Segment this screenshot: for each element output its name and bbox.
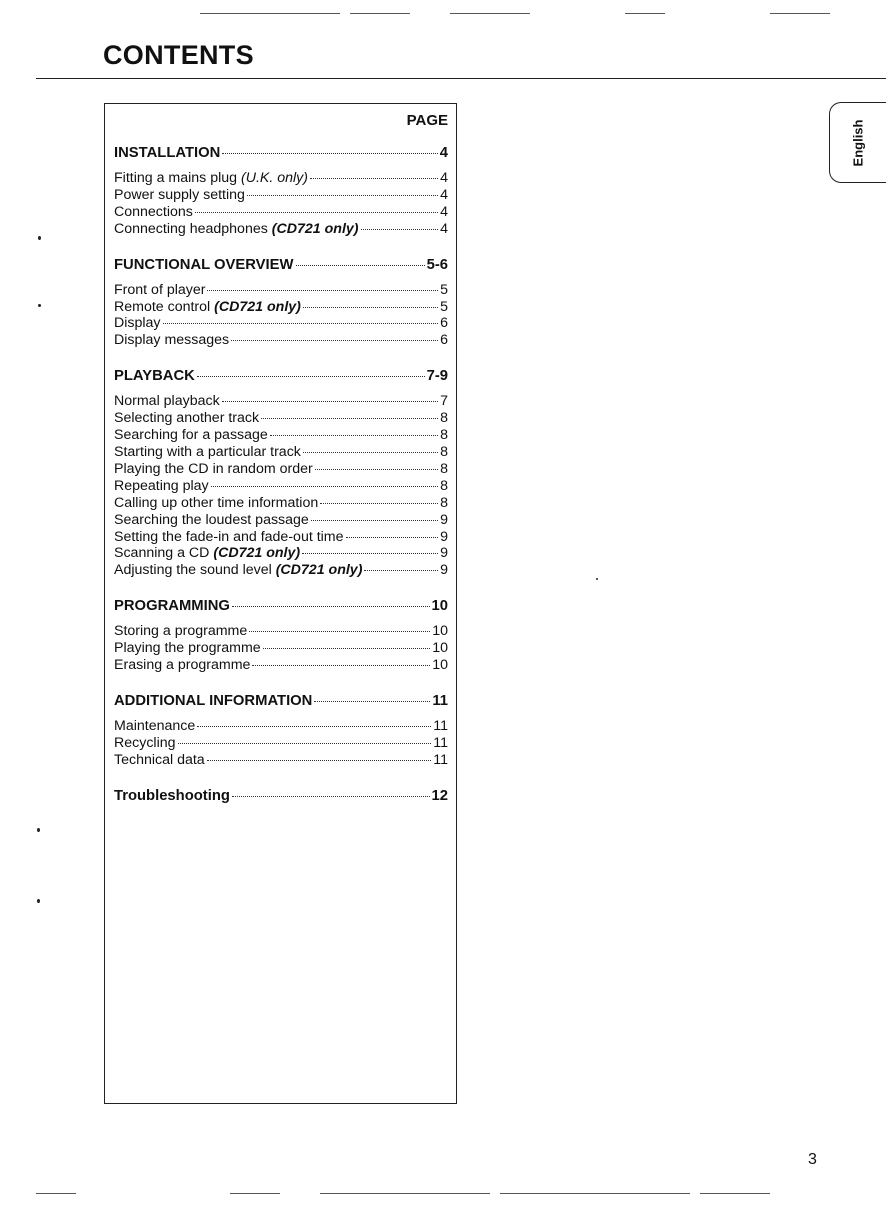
dot-leader — [303, 307, 438, 308]
entry-note: (CD721 only) — [275, 562, 363, 579]
section-page: 7-9 — [426, 368, 448, 385]
entry-note: (CD721 only) — [213, 545, 301, 562]
dot-leader — [361, 229, 439, 230]
dot-leader — [249, 631, 430, 632]
entry-title: Normal playback — [114, 393, 220, 410]
language-tab-label: English — [850, 119, 866, 166]
toc-entry — [114, 545, 448, 562]
entry-page: 7 — [440, 393, 448, 410]
entry-page: 9 — [440, 545, 448, 562]
entry-page: 8 — [440, 494, 448, 511]
entry-title: Calling up other time information — [114, 494, 319, 511]
scan-artifact — [36, 1193, 76, 1194]
scan-artifact — [200, 13, 340, 14]
toc-section — [114, 144, 448, 238]
section-page: 5-6 — [426, 256, 448, 273]
entry-title: Connections — [114, 203, 193, 220]
section-title: ADDITIONAL INFORMATION — [114, 692, 313, 709]
entry-note: (CD721 only) — [214, 298, 301, 315]
toc-entry — [114, 170, 448, 187]
entry-note: (CD721 only) — [271, 220, 359, 237]
entry-title: Front of player — [114, 281, 206, 298]
margin-mark — [38, 236, 41, 240]
toc-entry — [114, 204, 448, 221]
toc-entry — [114, 623, 448, 640]
dot-leader — [320, 503, 438, 504]
entry-page: 8 — [440, 477, 448, 494]
toc-entry — [114, 410, 448, 427]
dot-leader — [178, 743, 432, 744]
toc-entry — [114, 718, 448, 735]
dot-leader — [207, 290, 438, 291]
entry-title: Power supply setting — [114, 186, 245, 203]
entry-title: Remote control — [114, 298, 211, 315]
dot-leader — [302, 553, 438, 554]
toc-entry — [114, 562, 448, 579]
entry-page: 8 — [440, 443, 448, 460]
dot-leader — [207, 760, 432, 761]
entry-title: Storing a programme — [114, 623, 248, 640]
entry-page: 5 — [440, 298, 448, 315]
margin-mark — [38, 304, 41, 307]
dot-leader — [211, 486, 438, 487]
dot-leader — [303, 452, 438, 453]
margin-mark — [37, 899, 40, 903]
scan-artifact — [625, 13, 665, 14]
dot-leader — [310, 178, 438, 179]
toc-section — [114, 256, 448, 350]
section-page: 10 — [431, 598, 448, 615]
toc-entry — [114, 393, 448, 410]
entry-title: Recycling — [114, 734, 176, 751]
entry-page: 10 — [432, 623, 448, 640]
page-column-heading: PAGE — [406, 112, 448, 129]
entry-page: 11 — [433, 717, 448, 734]
toc-section-heading — [114, 367, 448, 385]
margin-mark — [596, 578, 598, 580]
entry-title: Fitting a mains plug — [114, 170, 238, 186]
dot-leader — [270, 435, 438, 436]
entry-page: 4 — [440, 170, 448, 186]
entry-title: Display messages — [114, 332, 230, 349]
entry-title: Searching the loudest passage — [114, 511, 309, 528]
dot-leader — [296, 265, 425, 266]
entry-note: (U.K. only) — [240, 170, 308, 186]
toc-entry — [114, 187, 448, 204]
entry-page: 8 — [440, 427, 448, 444]
scan-artifact — [500, 1193, 690, 1194]
dot-leader — [222, 401, 438, 402]
entry-title: Playing the CD in random order — [114, 460, 313, 477]
entry-page: 6 — [440, 332, 448, 349]
dot-leader — [231, 340, 438, 341]
dot-leader — [232, 606, 430, 607]
language-tab — [829, 102, 886, 183]
section-title: INSTALLATION — [114, 145, 221, 161]
dot-leader — [314, 701, 430, 702]
entry-page: 9 — [440, 528, 448, 545]
toc-entry — [114, 657, 448, 674]
section-page: 11 — [432, 692, 448, 709]
toc-entry — [114, 512, 448, 529]
entry-title: Connecting headphones — [114, 220, 268, 237]
scan-artifact — [320, 1193, 490, 1194]
toc-entry — [114, 529, 448, 546]
entry-page: 4 — [440, 203, 448, 220]
page-number: 3 — [808, 1151, 817, 1168]
scan-artifact — [700, 1193, 770, 1194]
entry-title: Scanning a CD — [114, 545, 210, 562]
entry-page: 9 — [440, 511, 448, 528]
dot-leader — [263, 648, 431, 649]
section-page: 4 — [439, 145, 448, 161]
dot-leader — [195, 212, 438, 213]
toc-section-heading — [114, 692, 448, 710]
entry-title: Setting the fade-in and fade-out time — [114, 528, 344, 545]
entry-title: Adjusting the sound level — [114, 562, 272, 579]
dot-leader — [232, 796, 430, 797]
dot-leader — [197, 376, 425, 377]
entry-page: 5 — [440, 281, 448, 298]
dot-leader — [315, 469, 438, 470]
toc-entry — [114, 495, 448, 512]
toc-section — [114, 597, 448, 674]
entry-page: 8 — [440, 410, 448, 427]
dot-leader — [197, 726, 431, 727]
dot-leader — [247, 195, 438, 196]
toc-entry — [114, 640, 448, 657]
toc-section-heading — [114, 144, 448, 162]
toc-section-heading — [114, 787, 448, 805]
section-page: 12 — [431, 787, 448, 804]
entry-title: Searching for a passage — [114, 427, 268, 444]
entry-title: Repeating play — [114, 477, 209, 494]
toc-entry — [114, 461, 448, 478]
toc-entry — [114, 315, 448, 332]
scan-artifact — [350, 13, 410, 14]
toc-section-heading — [114, 256, 448, 274]
section-title: PLAYBACK — [114, 368, 195, 385]
margin-mark — [37, 828, 40, 832]
section-title: PROGRAMMING — [114, 598, 230, 615]
toc-entry — [114, 221, 448, 238]
toc-section-heading — [114, 597, 448, 615]
toc-entry — [114, 444, 448, 461]
toc-section — [114, 692, 448, 769]
entry-page: 4 — [440, 220, 448, 237]
toc-entry — [114, 752, 448, 769]
section-title: FUNCTIONAL OVERVIEW — [114, 256, 294, 273]
scan-artifact — [230, 1193, 280, 1194]
dot-leader — [311, 520, 438, 521]
toc-entry — [114, 735, 448, 752]
entry-title: Maintenance — [114, 717, 196, 734]
toc-entry — [114, 427, 448, 444]
dot-leader — [222, 153, 437, 154]
dot-leader — [364, 570, 438, 571]
page-title: CONTENTS — [103, 40, 254, 70]
dot-leader — [261, 418, 438, 419]
toc-entry — [114, 478, 448, 495]
title-divider — [36, 78, 886, 79]
entry-title: Starting with a particular track — [114, 443, 301, 460]
entry-title: Erasing a programme — [114, 657, 251, 674]
toc-entry — [114, 332, 448, 349]
toc-entry — [114, 282, 448, 299]
entry-title: Playing the programme — [114, 640, 261, 657]
dot-leader — [163, 323, 439, 324]
toc-section — [114, 367, 448, 579]
entry-page: 10 — [432, 640, 448, 657]
dot-leader — [346, 537, 439, 538]
dot-leader — [252, 665, 430, 666]
entry-page: 8 — [440, 460, 448, 477]
entry-page: 9 — [440, 562, 448, 579]
entry-page: 11 — [433, 751, 448, 768]
entry-title: Technical data — [114, 751, 205, 768]
toc-entry — [114, 299, 448, 316]
toc-section — [114, 787, 448, 805]
entry-page: 11 — [433, 734, 448, 751]
entry-page: 10 — [432, 657, 448, 674]
entry-page: 4 — [440, 186, 448, 203]
entry-page: 6 — [440, 315, 448, 332]
entry-title: Display — [114, 315, 161, 332]
table-of-contents — [104, 103, 457, 1104]
toc-sections — [114, 144, 448, 823]
scan-artifact — [450, 13, 530, 14]
scan-artifact — [770, 13, 830, 14]
entry-title: Selecting another track — [114, 410, 260, 427]
section-title: Troubleshooting — [114, 787, 230, 804]
